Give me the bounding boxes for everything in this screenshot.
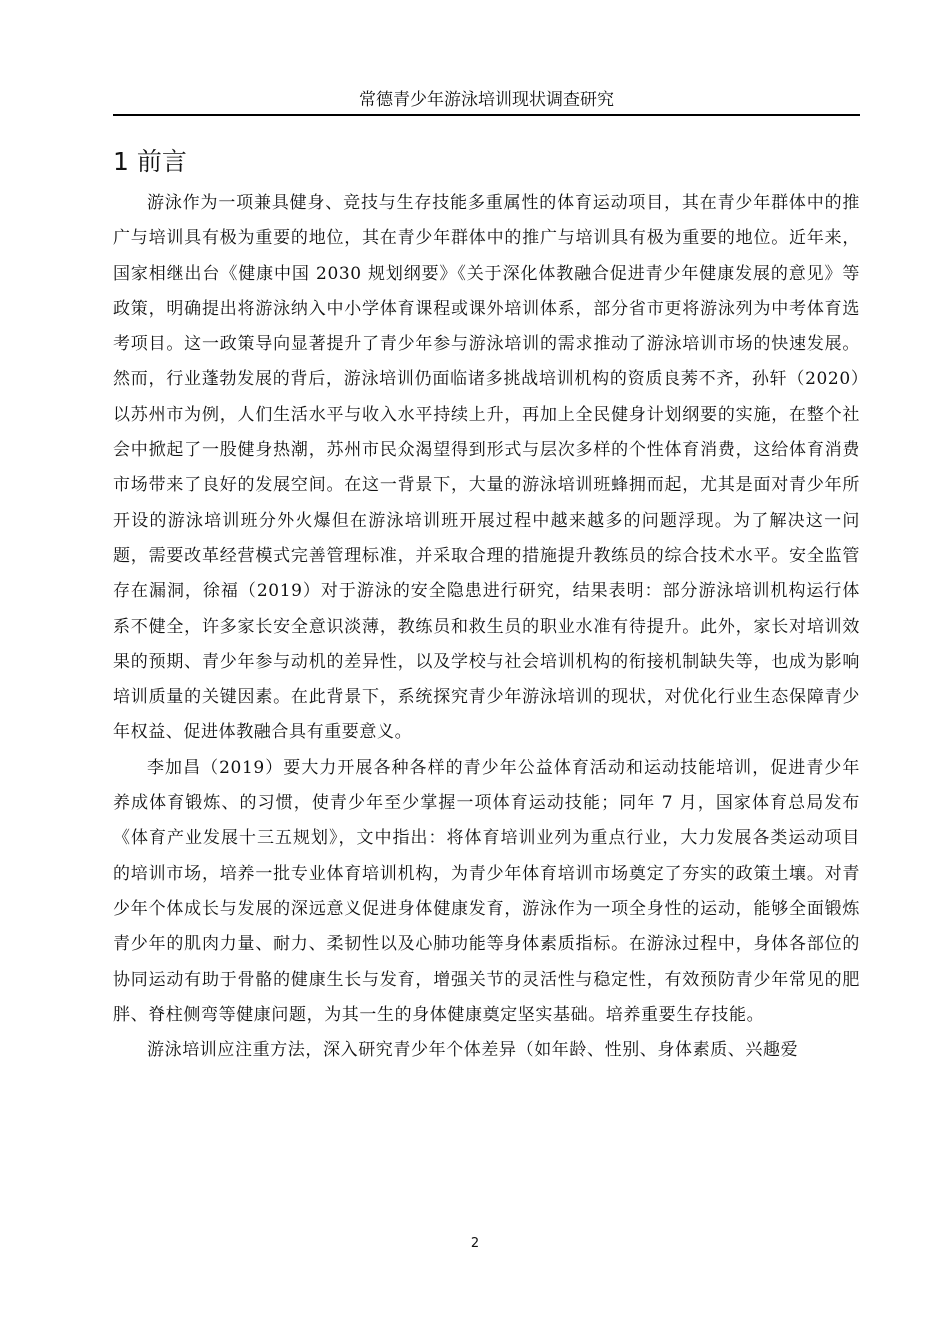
running-header-title: 常德青少年游泳培训现状调查研究: [359, 90, 614, 110]
paragraph-intro: 游泳作为一项兼具健身、竞技与生存技能多重属性的体育运动项目，其在青少年群体中的推广与培训具有极为重要的地位，其在青少年群体中的推广与培训具有极为重要的地位。近年来，国家相继出台《健康中国 2030 规划纲要》《关于深化体教融合促进青少年健康发展的意见》等政策，明确提出将游泳纳入中小学体育课程或课外培训体系，部分省市更将游泳列为中考体育选考项目。这一政策导向显著提升了青少年参与游泳培训的需求推动了游泳培训市场的快速发展。然而，行业蓬勃发展的背后，游泳培训仍面临诸多挑战培训机构的资质良莠不齐，孙轩（2020）以苏州市为例，人们生活水平与收入水平持续上升，再加上全民健身计划纲要的实施，在整个社会中掀起了一股健身热潮，苏州市民众渴望得到形式与层次多样的个性体育消费，这给体育消费市场带来了良好的发展空间。在这一背景下，大量的游泳培训班蜂拥而起，尤其是面对青少年所开设的游泳培训班分外火爆但在游泳培训班开展过程中越来越多的问题浮现。为了解决这一问题，需要改革经营模式完善管理标准，并采取合理的措施提升教练员的综合技术水平。安全监管存在漏洞，徐福（2019）对于游泳的安全隐患进行研究，结果表明：部分游泳培训机构运行体系不健全，许多家长安全意识淡薄，教练员和救生员的职业水准有待提升。此外，家长对培训效果的预期、青少年参与动机的差异性，以及学校与社会培训机构的衔接机制缺失等，也成为影响培训质量的关键因素。在此背景下，系统探究青少年游泳培训的现状，对优化行业生态保障青少年权益、促进体教融合具有重要意义。: [113, 193, 860, 743]
page-number: 2: [470, 1236, 480, 1251]
body-text: [113, 186, 860, 1068]
paragraph-policy: 李加昌（2019）要大力开展各种各样的青少年公益体育活动和运动技能培训，促进青少年养成体育锻炼、的习惯，使青少年至少掌握一项体育运动技能；同年 7 月，国家体育总局发布《体育产业发展十三五规划》，文中指出：将体育培训业列为重点行业，大力发展各类运动项目的培训市场，培养一批专业体育培训机构，为青少年体育培训市场奠定了夯实的政策土壤。对青少年个体成长与发展的深远意义促进身体健康发育，游泳作为一项全身性的运动，能够全面锻炼青少年的肌肉力量、耐力、柔韧性以及心肺功能等身体素质指标。在游泳过程中，身体各部位的协同运动有助于骨骼的健康生长与发育，增强关节的灵活性与稳定性，有效预防青少年常见的肥胖、脊柱侧弯等健康问题，为其一生的身体健康奠定坚实基础。培养重要生存技能。: [113, 757, 860, 1025]
header-divider: [113, 114, 860, 116]
paragraph-methods: 游泳培训应注重方法，深入研究青少年个体差异（如年龄、性别、身体素质、兴趣爱: [147, 1040, 799, 1061]
section-heading: 1 前言: [113, 147, 187, 176]
